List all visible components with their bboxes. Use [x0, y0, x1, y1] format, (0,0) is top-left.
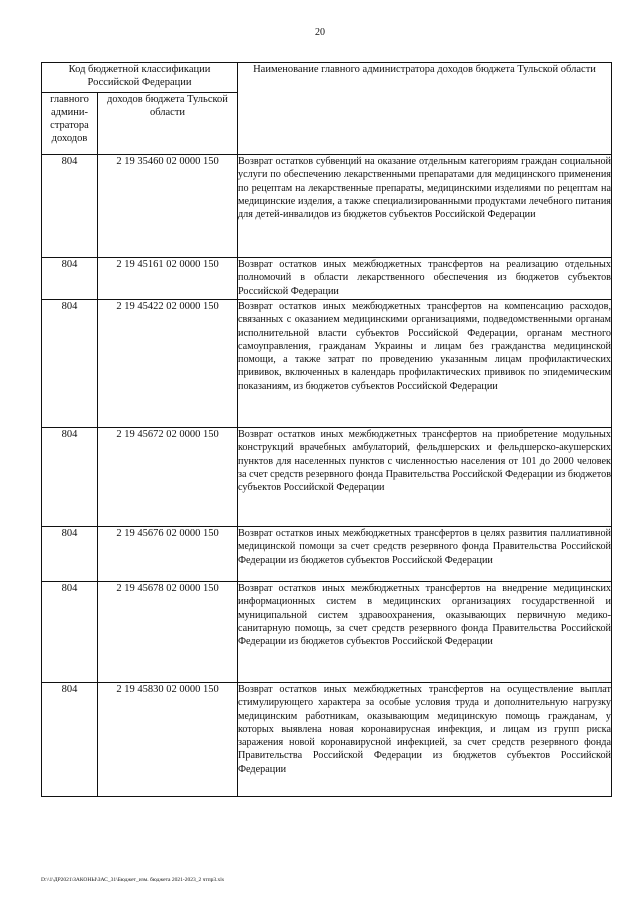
- table-row: [42, 582, 612, 683]
- admin-code-cell: 804: [42, 428, 98, 527]
- table-row: [42, 300, 612, 428]
- admin-code-cell: 804: [42, 582, 98, 683]
- income-code-cell: 2 19 45678 02 0000 150: [98, 582, 238, 683]
- admin-code-cell: 804: [42, 527, 98, 582]
- header-administrator-name: Наименование главного администратора доходов бюджета Тульской области: [238, 63, 612, 155]
- table-row: [42, 428, 612, 527]
- income-name-cell: Возврат остатков иных межбюджетных трансфертов на реализацию отдельных полномочий в области лекарственного обеспечения из бюджетов субъектов Российской Федерации: [238, 258, 612, 300]
- header-main-administrator: главного админи-стратора доходов: [42, 93, 98, 155]
- admin-code-cell: 804: [42, 258, 98, 300]
- income-name-cell: Возврат остатков иных межбюджетных трансфертов на компенсацию расходов, связанных с оказанием медицинскими организациями, подведомственными органам исполнительной власти субъектов Российской Федерации, органам местного самоуправления, гражданам Украины и лицам без гражданства медицинской помощи, а также затрат по проведению указанным лицам профилактических прививок, включенных в календарь профилактических прививок по эпидемическим показаниям, из бюджетов субъектов Российской Федерации: [238, 300, 612, 428]
- admin-code-cell: 804: [42, 300, 98, 428]
- income-name-cell: Возврат остатков субвенций на оказание отдельным категориям граждан социальной услуги по обеспечению лекарственными препаратами для медицинского применения по рецептам на лекарственные препараты, медицинскими изделиями по рецептам на медицинские изделия, а также специализированными продуктами лечебного питания для детей-инвалидов из бюджетов субъектов Российской Федерации: [238, 155, 612, 258]
- admin-code-cell: 804: [42, 155, 98, 258]
- table-row: [42, 527, 612, 582]
- income-code-cell: 2 19 45830 02 0000 150: [98, 683, 238, 797]
- income-codes-table: [41, 62, 612, 797]
- admin-code-cell: 804: [42, 683, 98, 797]
- table-row: [42, 155, 612, 258]
- header-kbk: Код бюджетной классификации Российской Федерации: [42, 63, 238, 93]
- income-name-cell: Возврат остатков иных межбюджетных трансфертов на внедрение медицинских информационных систем в медицинских организациях государственной и муниципальной систем здравоохранения, оказывающих первичную медико-санитарную помощь, за счет средств резервного фонда Правительства Российской Федерации из бюджетов субъектов Российской Федерации: [238, 582, 612, 683]
- income-code-cell: 2 19 45161 02 0000 150: [98, 258, 238, 300]
- income-code-cell: 2 19 45676 02 0000 150: [98, 527, 238, 582]
- income-code-cell: 2 19 45672 02 0000 150: [98, 428, 238, 527]
- file-path-footer: D:\\1\ДР2021\ЗАКОНЫ\ЗАС_31\Бюджет_изм. бюджета 2021-2023_2 чтпр3.xls: [41, 877, 224, 883]
- table-header-row: [42, 63, 612, 93]
- income-code-cell: 2 19 35460 02 0000 150: [98, 155, 238, 258]
- table-row: [42, 258, 612, 300]
- table-row: [42, 683, 612, 797]
- income-name-cell: Возврат остатков иных межбюджетных трансфертов на осуществление выплат стимулирующего характера за особые условия труда и дополнительную нагрузку медицинским работникам, оказывающим медицинскую помощь гражданам, у которых выявлена новая коронавирусная инфекция, и лицам из групп риска заражения новой коронавирусной инфекцией, за счет средств резервного фонда Правительства Российской Федерации из бюджетов субъектов Российской Федерации: [238, 683, 612, 797]
- income-name-cell: Возврат остатков иных межбюджетных трансфертов в целях развития паллиативной медицинской помощи за счет средств резервного фонда Правительства Российской Федерации из бюджетов субъектов Российской Федерации: [238, 527, 612, 582]
- header-income-code: доходов бюджета Тульской области: [98, 93, 238, 155]
- income-code-cell: 2 19 45422 02 0000 150: [98, 300, 238, 428]
- income-name-cell: Возврат остатков иных межбюджетных трансфертов на приобретение модульных конструкций врачебных амбулаторий, фельдшерских и фельдшерско-акушерских пунктов для населенных пунктов с численностью населения от 101 до 2000 человек за счет средств резервного фонда Правительства Российской Федерации из бюджетов субъектов Российской Федерации: [238, 428, 612, 527]
- page-number: 20: [315, 27, 325, 38]
